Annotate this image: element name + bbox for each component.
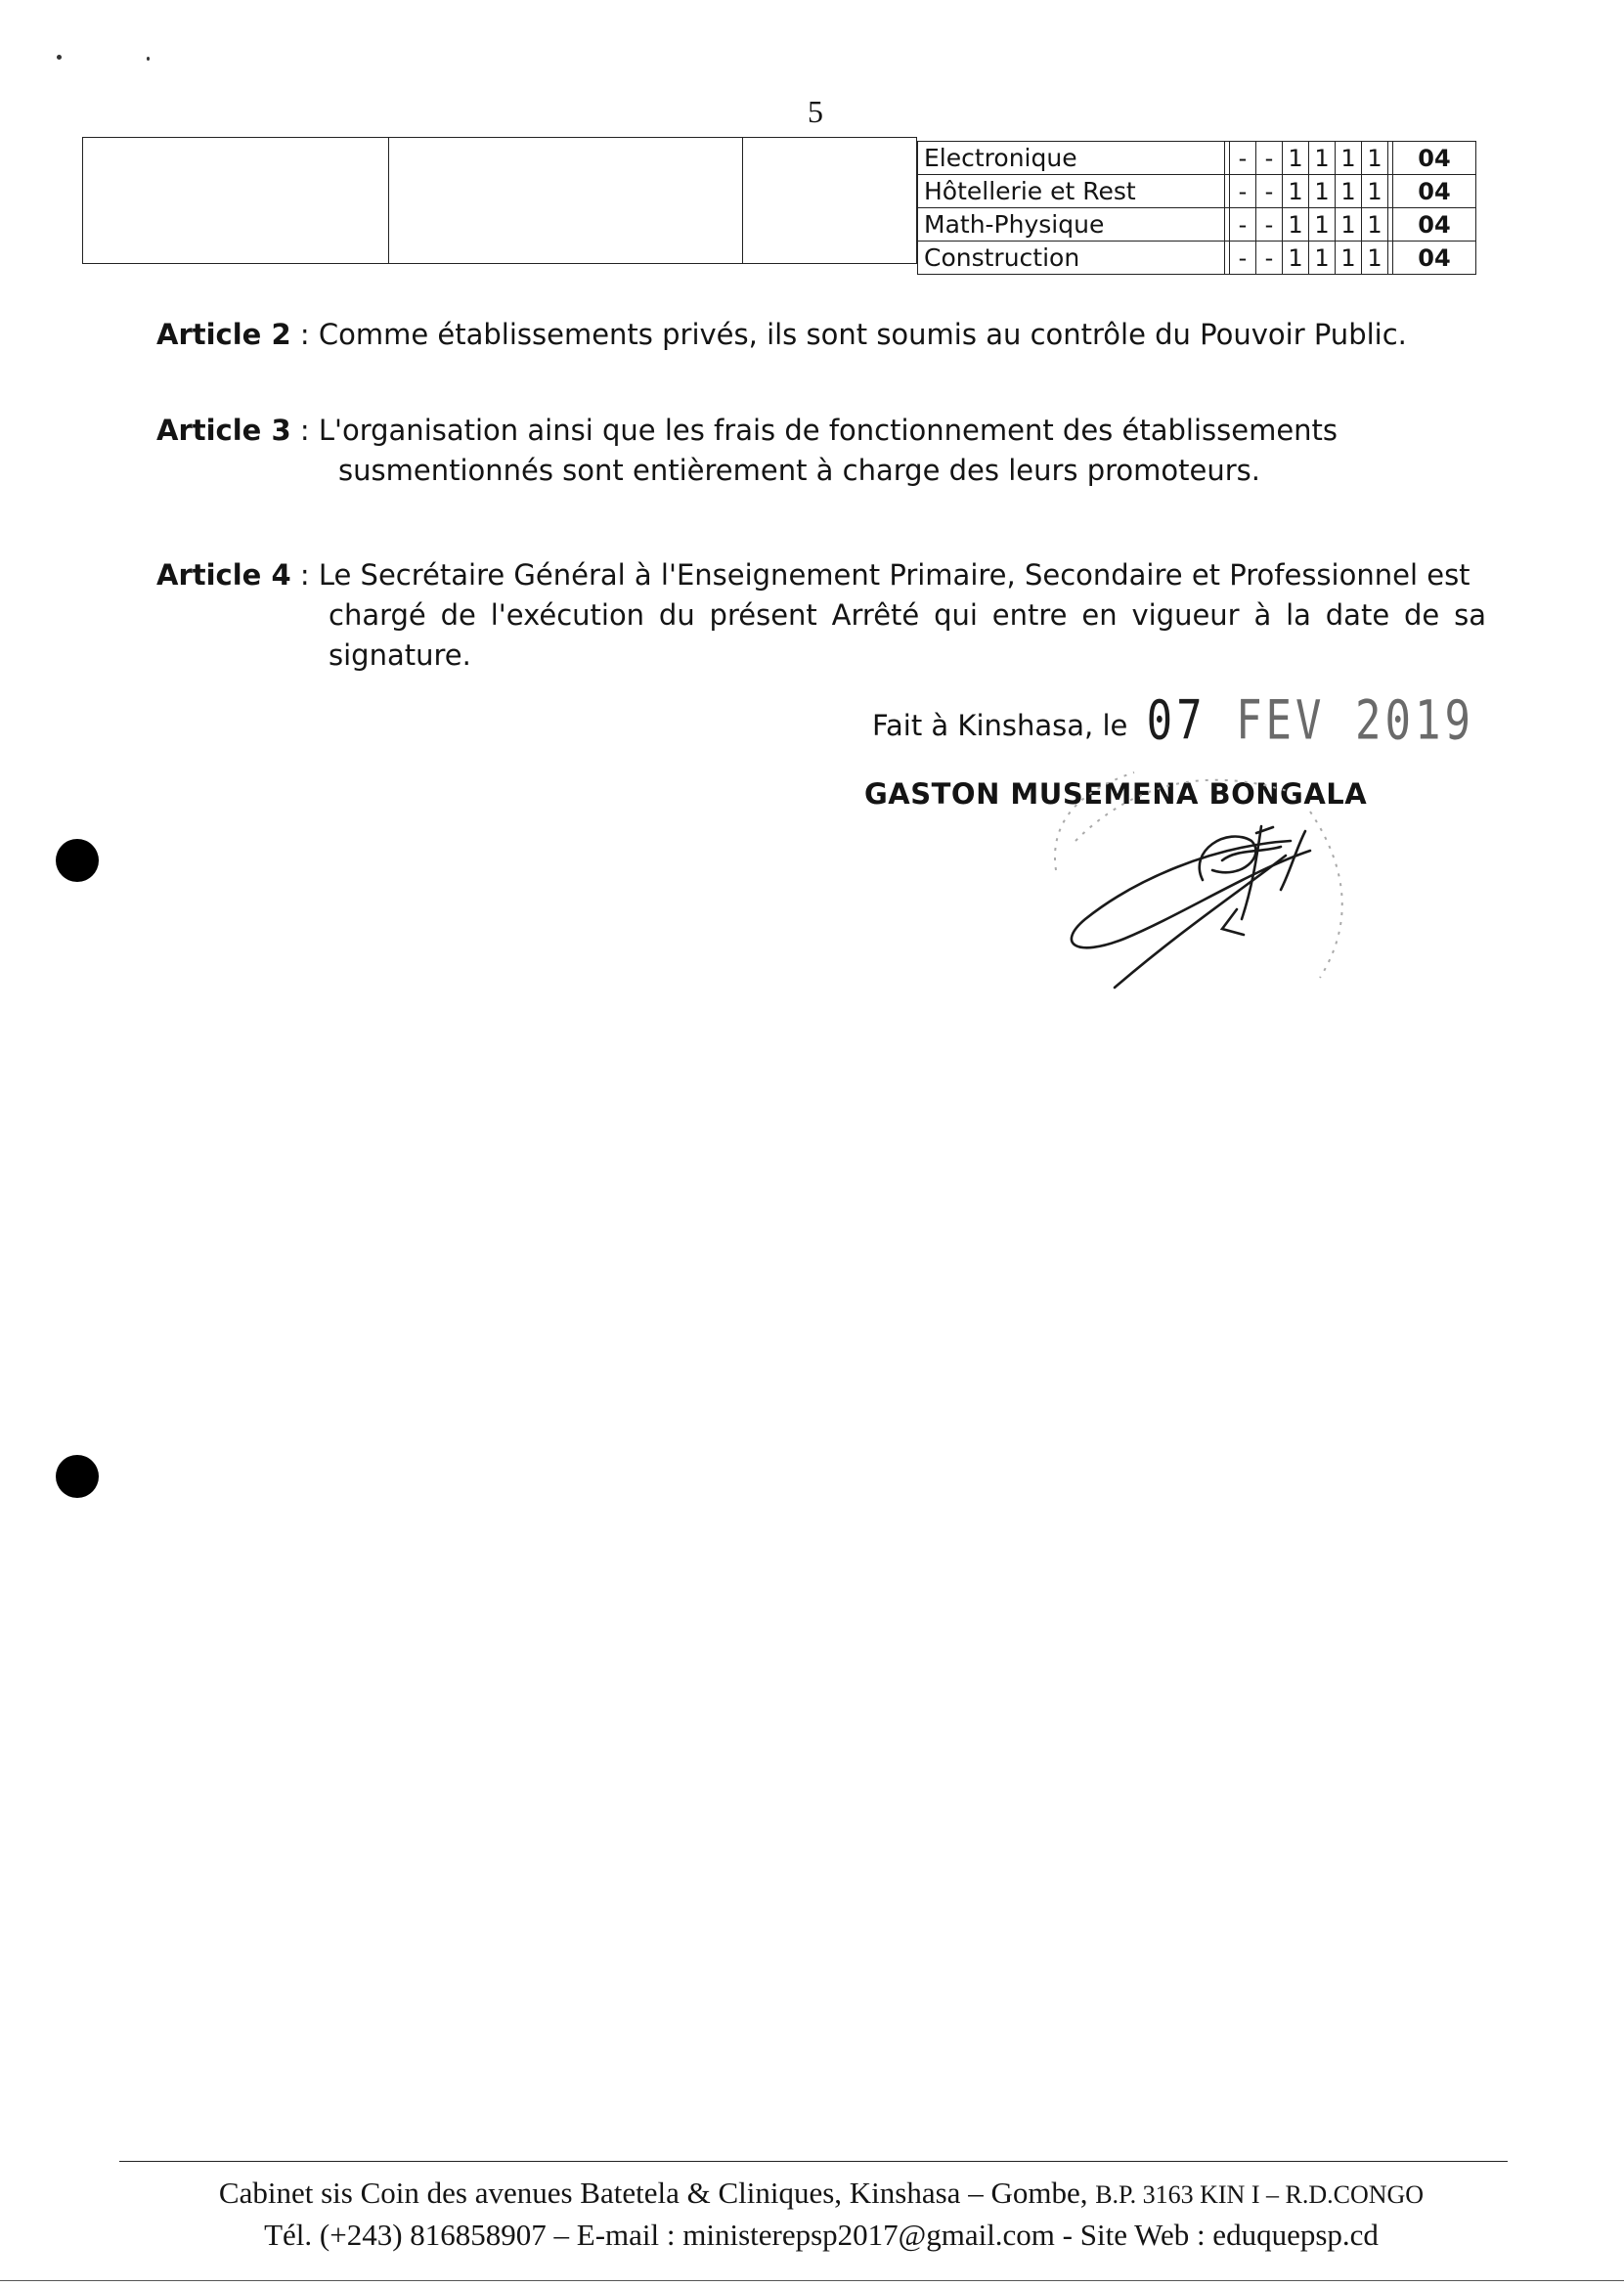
total-cell: 04 (1393, 175, 1476, 208)
total-cell: 04 (1393, 142, 1476, 175)
table-row (918, 208, 1476, 242)
footer-contact: Tél. (+243) 816858907 – E-mail : ministerepsp2017@gmail.com - Site Web : eduquepsp.cd (264, 2218, 1379, 2252)
scan-edge-line (0, 2280, 1624, 2281)
article-3: Article 3 : L'organisation ainsi que les frais de fonctionnement des établissements susmentionnés sont entièrement à charge des leurs promoteurs. (156, 411, 1408, 491)
count-cell: - (1256, 208, 1283, 242)
article-4-label: Article 4 (156, 558, 291, 592)
count-cell: 1 (1283, 175, 1309, 208)
options-grid (917, 141, 1476, 275)
options-table (82, 137, 1570, 282)
option-cell: Electronique (918, 142, 1225, 175)
article-2-label: Article 2 (156, 318, 291, 351)
article-2: Article 2 : Comme établissements privés, ils sont soumis au contrôle du Pouvoir Public. (156, 318, 1407, 351)
count-cell: 1 (1362, 142, 1388, 175)
article-3-label: Article 3 (156, 414, 291, 447)
count-cell: 1 (1336, 175, 1362, 208)
total-cell: 04 (1393, 242, 1476, 275)
place-text: Fait à Kinshasa, le (872, 709, 1128, 742)
article-4-text-line1: Le Secrétaire Général à l'Enseignement Primaire, Secondaire et Professionnel est (318, 558, 1470, 592)
table-row (918, 175, 1476, 208)
article-3-text-line2: susmentionnés sont entièrement à charge des leurs promoteurs. (338, 454, 1261, 487)
count-cell: - (1230, 142, 1256, 175)
count-cell: - (1256, 175, 1283, 208)
article-4: Article 4 : Le Secrétaire Général à l'Enseignement Primaire, Secondaire et Professionnel est chargé de l'exécution du présent Arrêté qui entre en vigueur à la date de sa signature. (156, 555, 1486, 676)
count-cell: 1 (1362, 242, 1388, 275)
footer-address: Cabinet sis Coin des avenues Batetela & Cliniques, Kinshasa – Gombe, B.P. 3163 KIN I – R.D.CONGO (218, 2176, 1425, 2210)
option-cell: Math-Physique (918, 208, 1225, 242)
count-cell: 1 (1336, 142, 1362, 175)
count-cell: 1 (1336, 208, 1362, 242)
table-row (918, 242, 1476, 275)
page-number: 5 (808, 94, 823, 129)
footer-rule (119, 2161, 1508, 2162)
count-cell: 1 (1309, 242, 1336, 275)
scan-speck (57, 55, 62, 60)
count-cell: 1 (1362, 175, 1388, 208)
count-cell: - (1230, 175, 1256, 208)
count-cell: 1 (1283, 142, 1309, 175)
table-left-columns (82, 137, 917, 264)
count-cell: 1 (1336, 242, 1362, 275)
count-cell: - (1256, 242, 1283, 275)
option-cell: Construction (918, 242, 1225, 275)
count-cell: - (1230, 242, 1256, 275)
binder-hole (56, 839, 99, 882)
handwritten-signature (1017, 733, 1388, 1027)
binder-hole (56, 1455, 99, 1498)
signatory-name: GASTON MUSEMENA BONGALA (864, 777, 1368, 811)
option-cell: Hôtellerie et Rest (918, 175, 1225, 208)
count-cell: 1 (1309, 142, 1336, 175)
count-cell: 1 (1283, 208, 1309, 242)
scan-speck (147, 57, 150, 61)
count-cell: 1 (1309, 175, 1336, 208)
article-3-text-line1: L'organisation ainsi que les frais de fonctionnement des établissements (318, 414, 1339, 447)
count-cell: 1 (1362, 208, 1388, 242)
count-cell: - (1256, 142, 1283, 175)
article-4-text-line2: chargé de l'exécution du présent Arrêté qui entre en vigueur à la date de sa signature. (329, 598, 1486, 672)
footer (156, 2173, 1486, 2255)
table-row (918, 142, 1476, 175)
count-cell: - (1230, 208, 1256, 242)
total-cell: 04 (1393, 208, 1476, 242)
count-cell: 1 (1283, 242, 1309, 275)
article-2-text: Comme établissements privés, ils sont soumis au contrôle du Pouvoir Public. (318, 318, 1407, 351)
date-stamp: 07 FEV 2019 (1146, 689, 1475, 753)
count-cell: 1 (1309, 208, 1336, 242)
